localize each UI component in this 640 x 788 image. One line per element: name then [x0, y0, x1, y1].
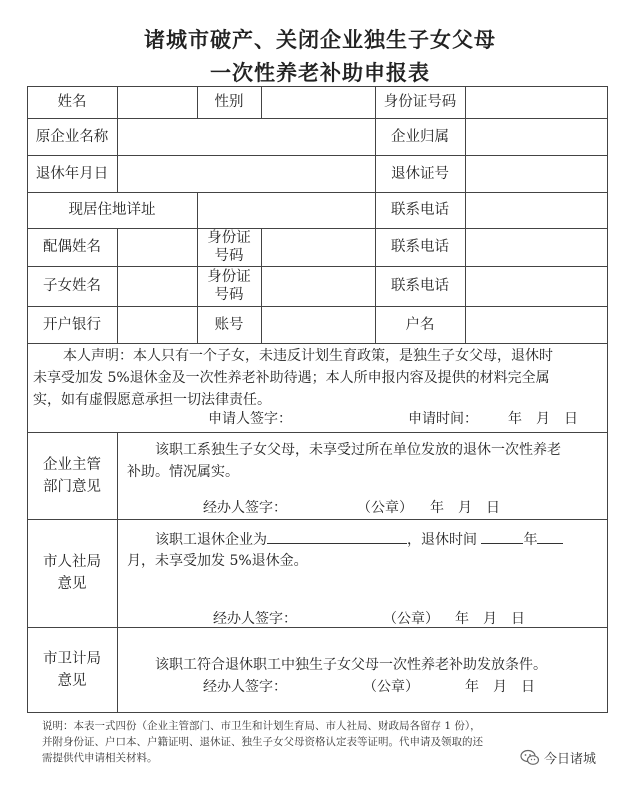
applicant-signature-label: 申请人签字：: [208, 411, 292, 427]
note-line2: 并附身份证、户口本、户籍证明、退休证、独生子女父母资格认定表等证明。代申请及领取的还: [42, 736, 483, 748]
hr-date-ymd: 年 月 日: [455, 611, 525, 627]
dept-date-ymd: 年 月 日: [430, 500, 500, 516]
label-spouse-id: [197, 228, 261, 266]
hr-text-part2: ，退休时间: [407, 532, 477, 548]
label-bank: 开户银行: [43, 316, 101, 333]
health-opinion-text: 该职工符合退休职工中独生子女父母一次性养老补助发放条件。: [155, 657, 547, 673]
label-child-id-line2: 号码: [214, 287, 244, 303]
label-child-id: [197, 266, 261, 306]
label-retire-date: 退休年月日: [35, 165, 109, 182]
health-label-line1: 市卫计局: [43, 650, 101, 667]
application-date-ymd: 年 月 日: [508, 411, 578, 427]
application-time-label: 申请时间：: [408, 411, 478, 427]
label-phone-1: 联系电话: [391, 202, 449, 218]
hr-seal: （公章）: [383, 611, 439, 627]
label-spouse-id-line2: 号码: [214, 248, 244, 264]
health-date-ymd: 年 月 日: [465, 679, 535, 695]
hr-text-part1: 该职工退休企业为: [155, 532, 267, 548]
health-seal: （公章）: [363, 679, 419, 695]
dept-opinion-label: [27, 432, 117, 519]
label-company-affiliation: 企业归属: [391, 128, 449, 145]
health-opinion-label: [27, 627, 117, 712]
watermark: [520, 748, 596, 767]
label-account-name: 户名: [405, 316, 435, 333]
hr-opinion-text2: 月，未享受加发 5%退休金。: [127, 553, 308, 569]
dept-handler-label: 经办人签字：: [203, 500, 287, 516]
declaration-line3: 实，如有虚假愿意承担一切法律责任。: [33, 392, 271, 408]
hr-opinion-label: [27, 519, 117, 627]
retire-year-blank: [481, 528, 523, 544]
label-id-number: 身份证号码: [383, 94, 457, 110]
hr-label-line2: 意见: [57, 576, 87, 592]
retire-month-blank: [537, 528, 563, 544]
dept-label-line1: 企业主管: [43, 456, 101, 473]
health-label-line2: 意见: [57, 672, 87, 689]
label-gender: 性别: [214, 94, 244, 110]
declaration-line2: 未享受加发 5%退休金及一次性养老补助待遇；本人所申报内容及提供的材料完全属: [33, 370, 550, 386]
hr-label-line1: 市人社局: [43, 554, 101, 570]
label-retire-cert: 退休证号: [391, 165, 449, 182]
dept-opinion-text2: 补助。情况属实。: [127, 464, 239, 480]
declaration-line1: 本人声明：本人只有一个子女，未违反计划生育政策，是独生子女父母，退休时: [63, 348, 553, 364]
label-spouse-name: 配偶姓名: [43, 239, 101, 255]
form-note: [42, 718, 587, 766]
dept-seal: （公章）: [357, 500, 413, 516]
dept-opinion-text1: 该职工系独生子女父母，未享受过所在单位发放的退休一次性养老: [155, 442, 561, 458]
label-child-name: 子女姓名: [43, 278, 101, 294]
watermark-text: 今日诸城: [544, 752, 597, 767]
form-title-line1: 诸城市破产、关闭企业独生子女父母: [144, 27, 496, 52]
label-phone-2: 联系电话: [391, 239, 449, 255]
label-spouse-id-line1: 身份证: [207, 230, 251, 246]
dept-label-line2: 部门意见: [43, 478, 101, 495]
health-handler-label: 经办人签字：: [203, 679, 287, 695]
wechat-icon: [520, 749, 540, 767]
hr-handler-label: 经办人签字：: [213, 611, 297, 627]
label-former-company: 原企业名称: [35, 128, 109, 145]
note-line3: 需提供代申请相关材料。: [42, 752, 158, 764]
company-blank: [267, 528, 407, 544]
note-line1: 说明：本表一式四份（企业主管部门、市卫生和计划生育局、市人社局、财政局各留存 1 份），: [42, 720, 481, 732]
form-title-line2: 一次性养老补助申报表: [210, 60, 430, 85]
label-address: 现居住地详址: [68, 202, 156, 218]
label-phone-3: 联系电话: [391, 278, 449, 294]
hr-opinion-text1: [155, 528, 563, 551]
label-child-id-line1: 身份证: [207, 269, 251, 285]
label-account-no: 账号: [214, 316, 244, 333]
label-name: 姓名: [57, 94, 87, 110]
hr-text-part3: 年: [523, 532, 538, 548]
